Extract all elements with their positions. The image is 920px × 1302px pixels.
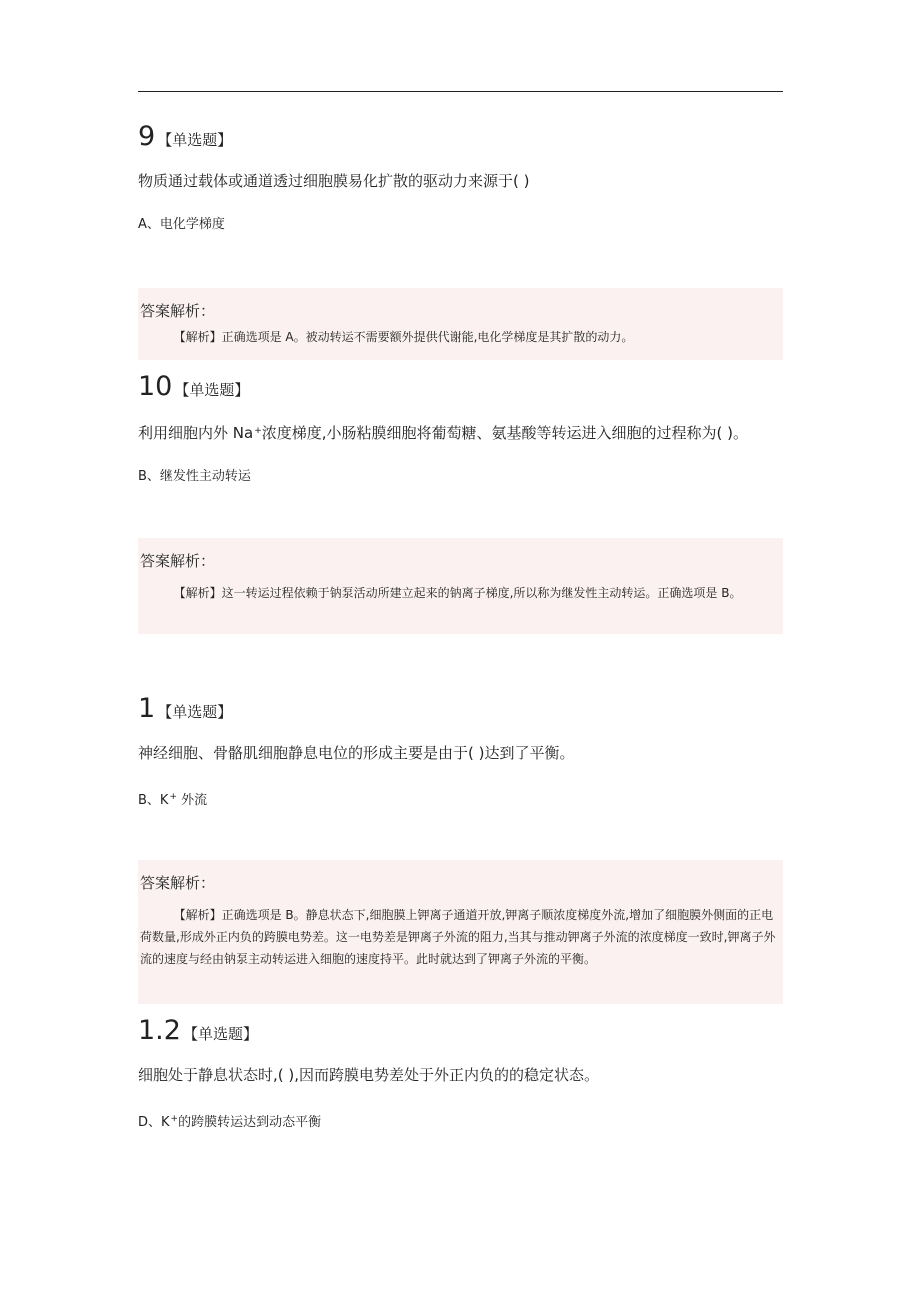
question-type: 【单选题】 (174, 381, 250, 399)
analysis-text: 【解析】这一转运过程依赖于钠泵活动所建立起来的钠离子梯度,所以称为继发性主动转运。正确选项是 B。 (173, 586, 742, 600)
stem-text: 利用细胞内外 Na (138, 424, 254, 442)
question-header (138, 1016, 783, 1046)
answer-text: B、K (138, 793, 169, 808)
question-number: 9 (138, 121, 156, 152)
question-stem (138, 420, 783, 444)
analysis-title: 答案解析： (140, 874, 216, 892)
question-answer (138, 788, 783, 810)
question-1 (138, 694, 783, 810)
question-number: 1 (138, 693, 156, 724)
superscript-plus: + (254, 426, 262, 436)
answer-text: 的跨膜转运达到动态平衡 (178, 1115, 322, 1130)
question-number: 10 (138, 371, 173, 402)
question-type: 【单选题】 (157, 131, 233, 149)
analysis-text: 【解析】正确选项是 B。静息状态下,细胞膜上钾离子通道开放,钾离子顺浓度梯度外流,增加了细胞膜外侧面的正电荷数量,形成外正内负的跨膜电势差。这一电势差是钾离子外流的阻力,当其与推动钾离子外流的浓度梯度一致时,钾离子外流的速度与经由钠泵主动转运进入细胞的速度持平。此时就达到了钾离子外流的平衡。 (140, 908, 776, 966)
question-9 (138, 122, 783, 234)
superscript-plus: + (169, 792, 177, 802)
question-answer: B、继发性主动转运 (138, 469, 251, 484)
question-answer (138, 1110, 783, 1132)
question-number: 1.2 (138, 1015, 181, 1046)
superscript-plus: + (170, 1114, 179, 1124)
question-1-2 (138, 1016, 783, 1132)
question-stem: 物质通过载体或通道透过细胞膜易化扩散的驱动力来源于( ) (138, 172, 530, 190)
question-header (138, 372, 783, 402)
question-10 (138, 372, 783, 486)
stem-text: 浓度梯度,小肠粘膜细胞将葡萄糖、氨基酸等转运进入细胞的过程称为( )。 (261, 424, 748, 442)
answer-text: D、K (138, 1115, 170, 1130)
analysis-box (138, 538, 783, 634)
question-header (138, 122, 783, 152)
question-stem: 细胞处于静息状态时,( ),因而跨膜电势差处于外正内负的的稳定状态。 (138, 1066, 600, 1084)
analysis-box (138, 288, 783, 360)
question-answer: A、电化学梯度 (138, 217, 225, 232)
question-stem: 神经细胞、骨骼肌细胞静息电位的形成主要是由于( )达到了平衡。 (138, 744, 575, 762)
question-header (138, 694, 783, 724)
analysis-title: 答案解析： (140, 552, 216, 570)
analysis-text: 【解析】正确选项是 A。被动转运不需要额外提供代谢能,电化学梯度是其扩散的动力。 (173, 330, 634, 344)
analysis-box (138, 860, 783, 1004)
question-type: 【单选题】 (182, 1025, 258, 1043)
top-rule (138, 91, 783, 92)
answer-text: 外流 (177, 793, 208, 808)
question-type: 【单选题】 (157, 703, 233, 721)
analysis-title: 答案解析： (140, 302, 216, 320)
